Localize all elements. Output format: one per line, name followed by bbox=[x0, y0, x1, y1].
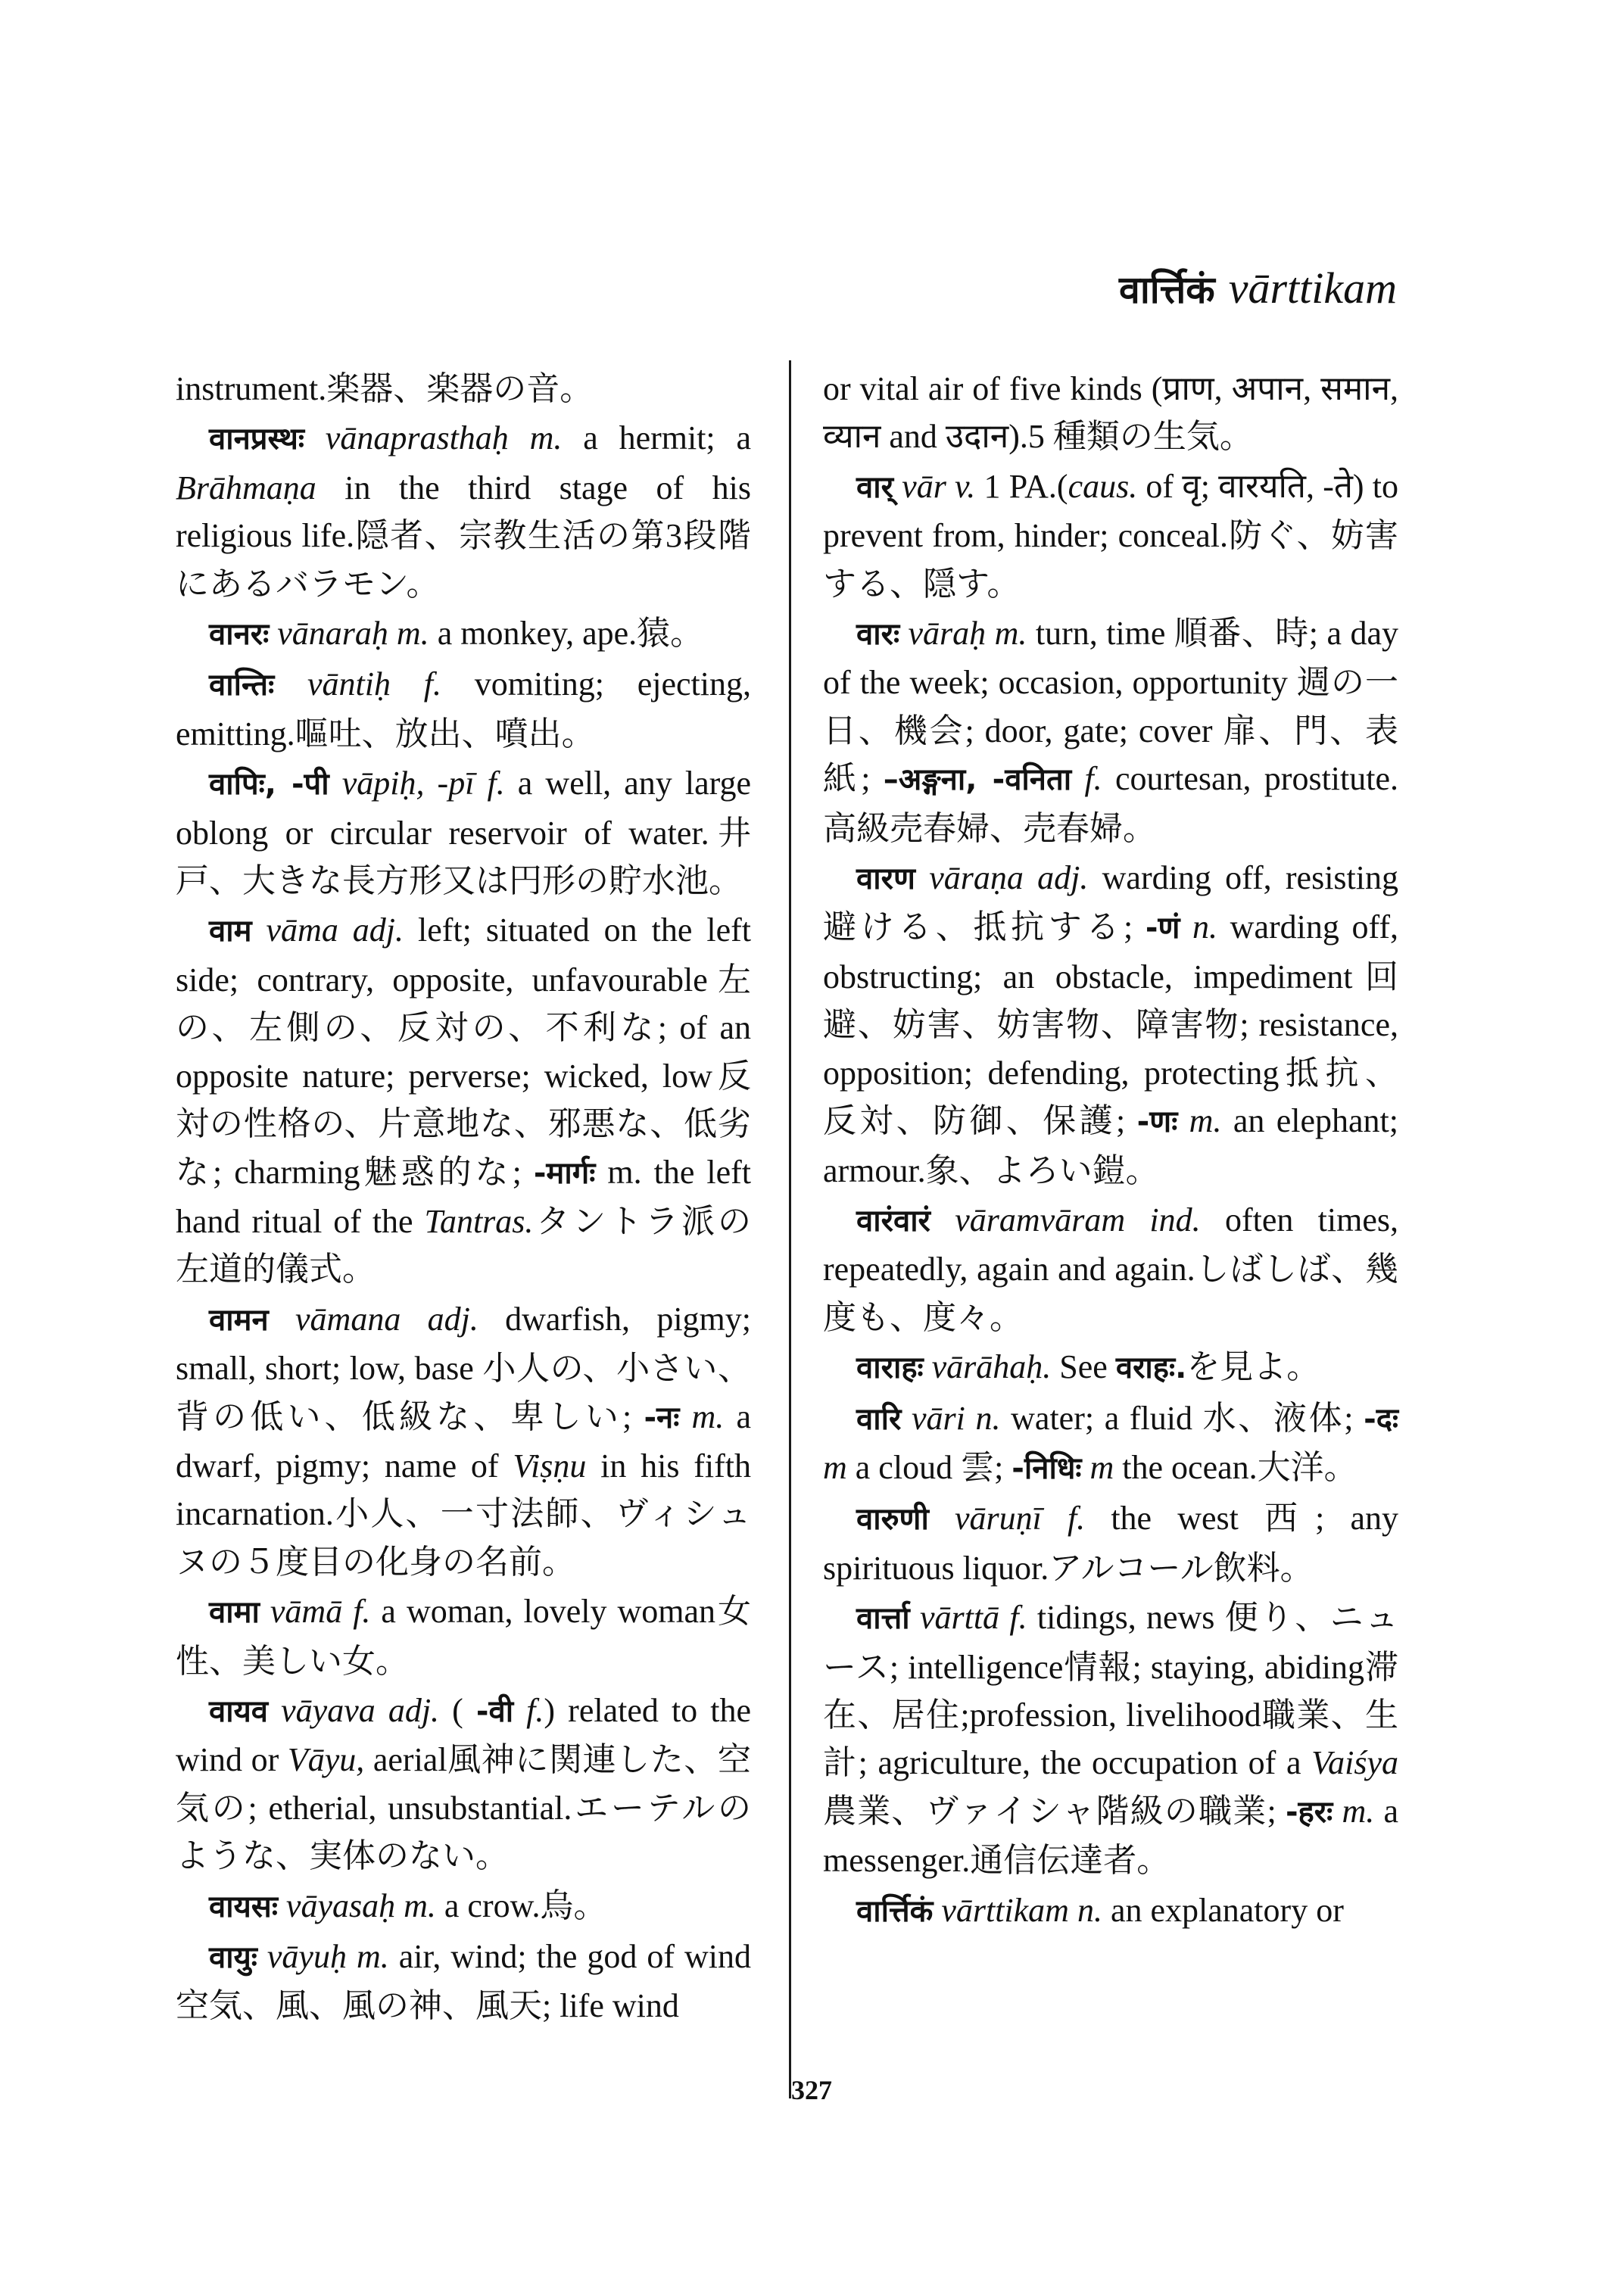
transliteration: vāyasaḥ m. bbox=[285, 1886, 436, 1924]
headword: वारण bbox=[856, 861, 915, 897]
dictionary-entry bbox=[176, 1933, 751, 2030]
entry-text-italic: n. bbox=[1180, 908, 1218, 946]
transliteration: vānaraḥ m. bbox=[277, 615, 429, 653]
entry-text-italic: f. bbox=[513, 1691, 544, 1729]
headword: वानप्रस्थः bbox=[209, 422, 304, 457]
transliteration: vāraṇa adj. bbox=[929, 859, 1089, 897]
entry-text: aerial風神に関連した、空気の; etherial, unsubstantial.エーテルのような、実体のない。 bbox=[176, 1741, 751, 1875]
entry-text: a cloud 雲; bbox=[846, 1448, 1012, 1486]
entry-text: tidings, news 便り、ニュース; intelligence情報; staying, abiding滞在、居住;profession, livelihood職業、生計; agriculture, the occupation of a bbox=[823, 1599, 1399, 1782]
transliteration: vāmā f. bbox=[270, 1593, 371, 1631]
headword: वारुणी bbox=[856, 1502, 929, 1537]
entry-text: ( bbox=[439, 1691, 476, 1729]
headword: वाराहः bbox=[856, 1351, 924, 1386]
entry-text-italic: caus. bbox=[1068, 467, 1138, 505]
transliteration: vāyuḥ m. bbox=[267, 1938, 389, 1975]
transliteration: vāruṇī f. bbox=[954, 1500, 1086, 1537]
entry-text: turn, time 順番、時; a day of the week; occasion, opportunity 週の一日、機会; door, gate; cover 扉、門、表紙; bbox=[823, 615, 1398, 798]
entry-text: the ocean.大洋。 bbox=[1114, 1448, 1357, 1486]
dictionary-entry bbox=[176, 1587, 751, 1685]
entry-text: the west 西; any spirituous liquor.アルコール飲料。 bbox=[823, 1500, 1398, 1587]
dictionary-entry bbox=[176, 660, 751, 758]
running-head-devanagari: वार्त्तिकं bbox=[1119, 268, 1215, 312]
entry-text: を見よ。 bbox=[1186, 1348, 1320, 1386]
sub-headword: -णः bbox=[1136, 1104, 1178, 1140]
dictionary-entry bbox=[176, 609, 751, 659]
entry-text: dwarfish, pigmy; small, short; low, base 小人の、小さい、背の低い、低級な、卑しい; bbox=[176, 1300, 752, 1435]
transliteration: vārāhaḥ. bbox=[931, 1348, 1052, 1386]
page-number: 327 bbox=[791, 2075, 832, 2105]
sub-headword: -हरः bbox=[1285, 1794, 1333, 1830]
transliteration: vāmana adj. bbox=[295, 1300, 478, 1338]
entry-text: warding off, resisting避ける、抵抗する; bbox=[823, 859, 1399, 946]
sub-headword: -मार्गः bbox=[533, 1155, 596, 1191]
entry-text-italic: f. bbox=[1071, 760, 1102, 798]
sub-headword: -वी bbox=[475, 1693, 514, 1729]
entry-text: vomiting; ejecting, emitting.嘔吐、放出、噴出。 bbox=[176, 665, 752, 752]
headword: वार्त्ता bbox=[856, 1601, 910, 1637]
headword: वामा bbox=[209, 1595, 260, 1631]
headword: वान्तिः bbox=[209, 668, 275, 703]
transliteration: vāntiḥ f. bbox=[307, 665, 441, 703]
headword: वामन bbox=[209, 1302, 269, 1338]
headword: वाम bbox=[209, 914, 252, 949]
entry-text: 農業、ヴァイシャ階級の職業; bbox=[823, 1792, 1286, 1830]
sub-headword: -णं bbox=[1145, 911, 1180, 946]
entry-text: air, wind; the god of wind 空気、風、風の神、風天; life wind bbox=[176, 1938, 751, 2025]
dictionary-entry bbox=[823, 854, 1398, 1195]
dictionary-entry bbox=[176, 1882, 751, 1931]
headword: वायव bbox=[209, 1693, 269, 1729]
sub-headword: –अङ्गना, -वनिता bbox=[883, 762, 1072, 798]
entry-text: water; a fluid 水、液体; bbox=[1000, 1399, 1364, 1437]
entry-text-italic: Viṣṇu bbox=[513, 1447, 587, 1485]
headword: वारः bbox=[856, 617, 900, 653]
headword: वानरः bbox=[209, 617, 270, 653]
transliteration: vār v. bbox=[902, 467, 976, 505]
sub-headword: -निधिः bbox=[1011, 1450, 1082, 1486]
dictionary-entry bbox=[823, 463, 1398, 608]
entry-text: left; situated on the left side; contrary, opposite, unfavourable左の、左側の、反対の、不利な; of an opposite nature; perverse; wicked, low反対の性格の、片意地な、邪悪な、低劣な; charming魅惑的な; bbox=[176, 911, 752, 1191]
entry-text: a monkey, ape.猿。 bbox=[429, 615, 704, 653]
dictionary-entry bbox=[176, 365, 751, 413]
entry-text: タントラ派の左道的儀式。 bbox=[176, 1202, 751, 1288]
dictionary-entry bbox=[176, 1687, 751, 1880]
entry-text: of वृ; वारयति, -ते) to prevent from, hinder; conceal.防ぐ、妨害する、隠す。 bbox=[823, 467, 1399, 603]
running-head bbox=[1119, 263, 1397, 313]
dictionary-entry bbox=[176, 1295, 751, 1586]
entry-text: a well, any large oblong or circular reservoir of water.井戸、大きな長方形又は円形の貯水池。 bbox=[176, 765, 751, 900]
transliteration: vāyava adj. bbox=[281, 1691, 440, 1729]
headword: वार् bbox=[856, 469, 893, 505]
dictionary-entry bbox=[823, 1886, 1398, 1936]
dictionary-entry bbox=[823, 609, 1398, 852]
entry-text: a messenger.通信伝達者。 bbox=[823, 1792, 1398, 1880]
headword: वारंवारं bbox=[856, 1203, 930, 1238]
dictionary-entry bbox=[823, 1494, 1398, 1592]
left-column bbox=[176, 365, 751, 2032]
headword: वार्त्तिकं bbox=[856, 1893, 934, 1929]
entry-text-italic: Brāhmaṇa bbox=[176, 469, 316, 506]
dictionary-entry bbox=[823, 1394, 1398, 1494]
sub-headword: वराहः. bbox=[1115, 1351, 1187, 1386]
headword: वायसः bbox=[209, 1889, 278, 1924]
entry-text: See bbox=[1051, 1348, 1116, 1386]
headword: वारि bbox=[856, 1401, 902, 1437]
entry-text: an elephant; armour.象、よろい鎧。 bbox=[823, 1102, 1399, 1189]
transliteration: vārttā f. bbox=[919, 1599, 1027, 1637]
entry-text: a dwarf, pigmy; name of bbox=[176, 1397, 751, 1485]
entry-text: in his fifth incarnation.小人、一寸法師、ヴィシュヌの５度目の化身の名前。 bbox=[176, 1447, 752, 1581]
sub-headword: -नः bbox=[644, 1400, 680, 1435]
dictionary-entry bbox=[176, 414, 751, 608]
entry-text-italic: m. bbox=[1177, 1102, 1222, 1140]
transliteration: vāpiḥ, -pī f. bbox=[341, 765, 505, 802]
entry-text-italic: m bbox=[1081, 1448, 1114, 1486]
entry-text: courtesan, prostitute.高級売春婦、売春婦。 bbox=[823, 760, 1398, 847]
entry-text: an explanatory or bbox=[1102, 1891, 1344, 1929]
entry-text: a crow.烏。 bbox=[435, 1886, 607, 1924]
entry-text-italic: Tantras. bbox=[424, 1202, 534, 1240]
entry-text-italic: m. bbox=[1333, 1792, 1375, 1830]
entry-text-italic: m bbox=[823, 1448, 847, 1486]
dictionary-entry bbox=[823, 365, 1398, 461]
dictionary-entry bbox=[176, 759, 751, 905]
entry-text-italic: Vaiśya bbox=[1311, 1744, 1398, 1782]
dictionary-entry bbox=[823, 1343, 1398, 1392]
entry-text: ) related to the wind or bbox=[176, 1691, 752, 1779]
dictionary-entry bbox=[176, 906, 751, 1293]
running-head-transliteration: vārttikam bbox=[1228, 263, 1397, 313]
transliteration: vāramvāram ind. bbox=[955, 1201, 1201, 1238]
entry-text: a hermit; a bbox=[562, 419, 752, 457]
sub-headword: -दः bbox=[1364, 1401, 1399, 1437]
transliteration: vāma adj. bbox=[266, 911, 404, 949]
entry-text: instrument.楽器、楽器の音。 bbox=[176, 370, 594, 407]
dictionary-entry bbox=[823, 1594, 1398, 1884]
transliteration: vāri n. bbox=[911, 1399, 1001, 1437]
transliteration: vāraḥ m. bbox=[908, 615, 1027, 653]
dictionary-entry bbox=[823, 1196, 1398, 1341]
entry-text: warding off, obstructing; an obstacle, impediment回避、妨害、妨害物、障害物; resistance, opposition; defending, protecting抵抗、反対、防御、保護; bbox=[823, 908, 1398, 1140]
entry-text: a woman, lovely woman女性、美しい女。 bbox=[176, 1593, 751, 1680]
entry-text-italic: m. bbox=[679, 1397, 725, 1435]
transliteration: vānaprasthaḥ m. bbox=[325, 419, 563, 457]
column-divider bbox=[789, 360, 791, 2098]
headword: वायुः bbox=[209, 1940, 257, 1975]
entry-text: in the third stage of his religious life.隠者、宗教生活の第3段階にあるバラモン。 bbox=[176, 469, 751, 603]
entry-text: often times, repeatedly, again and again.しばしば、幾度も、度々。 bbox=[823, 1201, 1398, 1336]
entry-text: m. the left hand ritual of the bbox=[176, 1153, 752, 1240]
entry-text: or vital air of five kinds (प्राण, अपान, समान, व्यान and उदान).5 種類の生気。 bbox=[823, 370, 1398, 456]
entry-text-italic: Vāyu, bbox=[287, 1741, 365, 1779]
entry-text: 1 PA.( bbox=[975, 467, 1068, 505]
headword: वापिः, -पी bbox=[209, 767, 329, 802]
right-column bbox=[823, 365, 1398, 1937]
transliteration: vārttikam n. bbox=[941, 1891, 1102, 1929]
